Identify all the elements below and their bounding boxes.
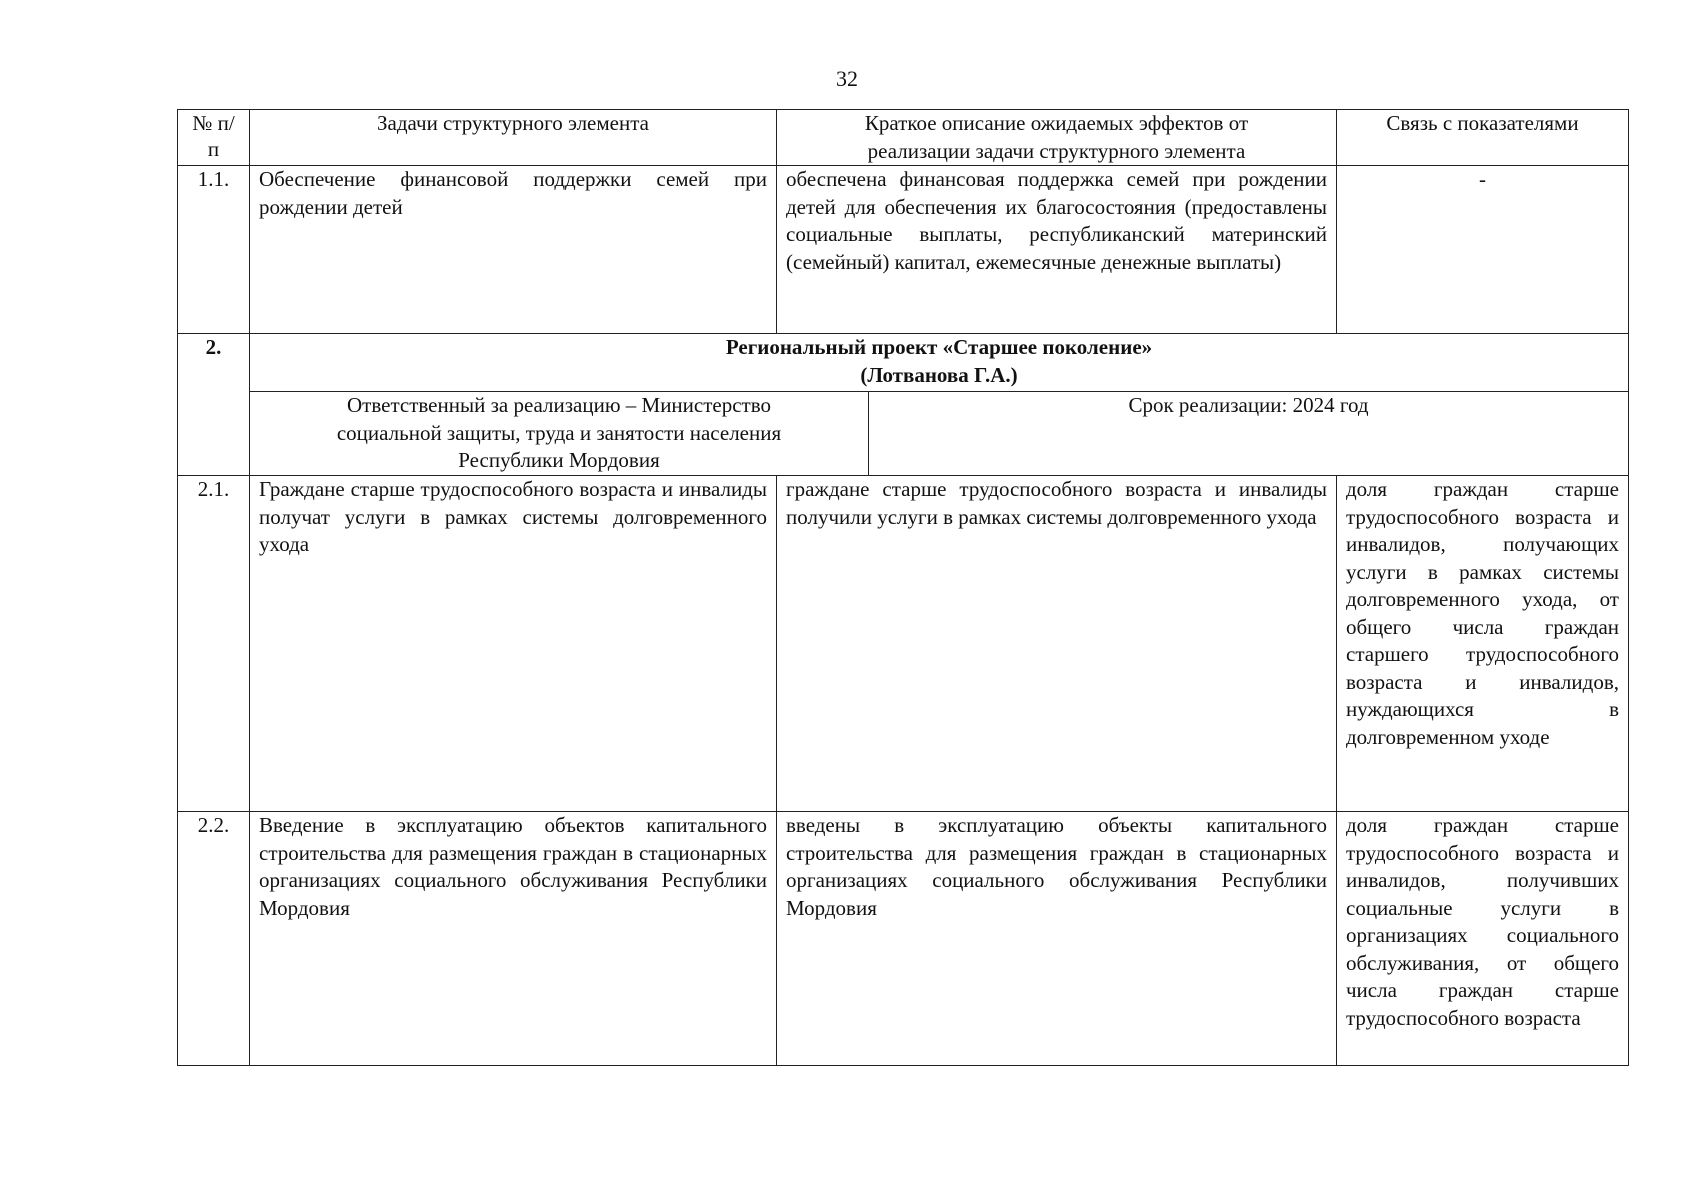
row-effect: введены в эксплуатацию объекты капитального строительства для размещения граждан в стационарных организациях социального обслуживания Республики Мордовия (777, 812, 1337, 1066)
section-title-row (178, 334, 1629, 392)
section-term: Срок реализации: 2024 год (869, 392, 1629, 476)
page-number: 32 (836, 66, 858, 91)
header-link: Связь с показателями (1337, 110, 1629, 166)
table-row (178, 812, 1629, 1066)
section-title-line2: (Лотванова Г.А.) (860, 362, 1018, 387)
header-num: № п/п (178, 110, 250, 166)
table-header-row (178, 110, 1629, 166)
row-num: 2.1. (178, 476, 250, 812)
section-title-line1: Региональный проект «Старшее поколение» (725, 335, 1153, 359)
row-effect: обеспечена финансовая поддержка семей при рождении детей для обеспечения их благосостояния (предоставлены социальные выплаты, республиканский материнский (семейный) капитал, ежемесячные денежные выплаты) (777, 166, 1337, 334)
row-num: 1.1. (178, 166, 250, 334)
table-row (178, 476, 1629, 812)
row-num: 2.2. (178, 812, 250, 1066)
row-task: Введение в эксплуатацию объектов капитального строительства для размещения граждан в стационарных организациях социального обслуживания Республики Мордовия (250, 812, 777, 1066)
row-effect: граждане старше трудоспособного возраста и инвалиды получили услуги в рамках системы долговременного ухода (777, 476, 1337, 812)
row-task: Граждане старше трудоспособного возраста и инвалиды получат услуги в рамках системы долговременного ухода (250, 476, 777, 812)
section-num: 2. (178, 334, 250, 476)
header-effects: Краткое описание ожидаемых эффектов от реализации задачи структурного элемента (777, 110, 1337, 166)
row-link: - (1337, 166, 1629, 334)
section-responsible: Ответственный за реализацию – Министерство социальной защиты, труда и занятости населения Республики Мордовия (250, 392, 869, 476)
header-tasks: Задачи структурного элемента (250, 110, 777, 166)
structural-elements-table (177, 109, 1629, 1066)
row-link: доля граждан старше трудоспособного возраста и инвалидов, получающих услуги в рамках системы долговременного ухода, от общего числа граждан старшего трудоспособного возраста и инвалидов, нуждающихся в долговременном уходе (1337, 476, 1629, 812)
row-link: доля граждан старше трудоспособного возраста и инвалидов, получивших социальные услуги в организациях социального обслуживания, от общего числа граждан старше трудоспособного возраста (1337, 812, 1629, 1066)
table-row (178, 166, 1629, 334)
row-task: Обеспечение финансовой поддержки семей при рождении детей (250, 166, 777, 334)
section-title (250, 334, 1629, 392)
section-info-row (178, 392, 1629, 476)
